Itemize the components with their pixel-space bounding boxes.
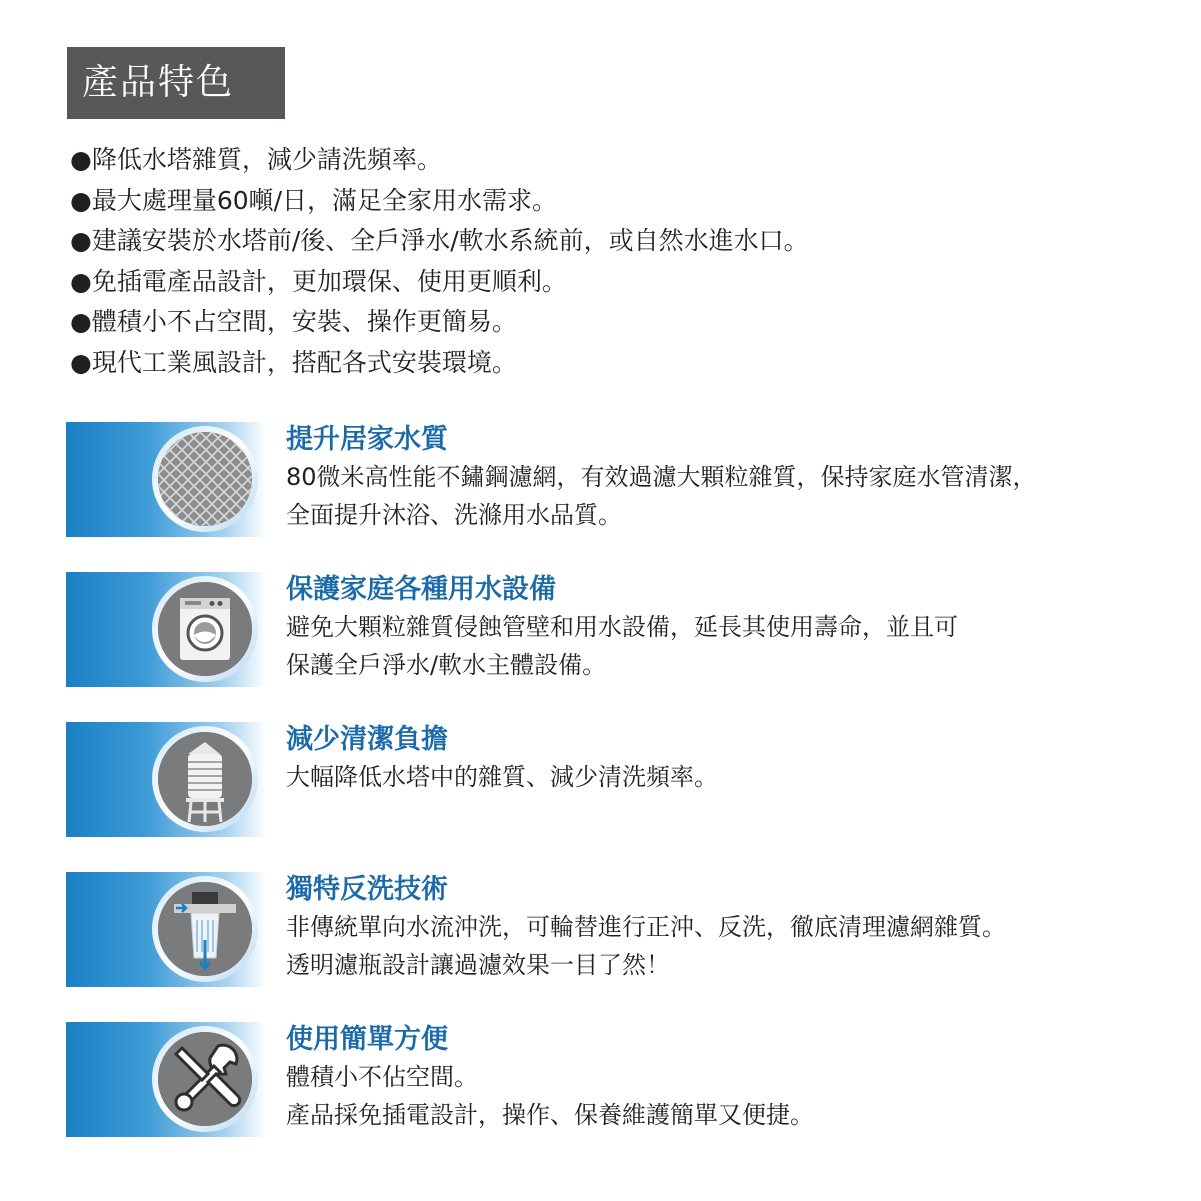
feature-desc-line: 透明濾瓶設計讓過濾效果一目了然！ [286, 951, 670, 979]
feature-protect-equipment [66, 572, 1186, 687]
feature-title: 使用簡單方便 [286, 1024, 448, 1055]
feature-desc-line: 非傳統單向水流沖洗，可輪替進行正沖、反洗，徹底清理濾網雜質。 [286, 913, 1006, 941]
feature-desc-line: 避免大顆粒雜質侵蝕管壁和用水設備，延長其使用壽命，並且可 [286, 613, 958, 641]
feature-title: 減少清潔負擔 [286, 724, 448, 755]
bullet-item: ●現代工業風設計，搭配各式安裝環境。 [70, 347, 517, 377]
bullet-item: ●免插電產品設計，更加環保、使用更順利。 [70, 266, 567, 296]
washing-machine-icon [158, 582, 252, 676]
filter-backwash-icon [158, 882, 252, 976]
bullet-item: ●降低水塔雜質，減少請洗頻率。 [70, 145, 442, 174]
water-tower-icon [158, 732, 252, 826]
feature-desc-line: 大幅降低水塔中的雜質、減少清洗頻率。 [286, 763, 718, 791]
bullet-item: ●建議安裝於水塔前/後、全戶淨水/軟水系統前，或自然水進水口。 [70, 226, 809, 255]
feature-desc-line: 產品採免插電設計，操作、保養維護簡單又便捷。 [286, 1101, 814, 1129]
tools-icon [158, 1032, 252, 1126]
feature-title: 提升居家水質 [286, 424, 448, 455]
feature-reduce-cleaning [66, 722, 1186, 837]
feature-desc-line: 全面提升沐浴、洗滌用水品質。 [286, 501, 622, 529]
feature-title: 保護家庭各種用水設備 [286, 574, 556, 605]
feature-bullet-list [70, 140, 809, 383]
bullet-item: ●體積小不占空間，安裝、操作更簡易。 [70, 307, 517, 336]
feature-desc-line: 80微米高性能不鏽鋼濾網，有效過濾大顆粒雜質，保持家庭水管清潔， [286, 463, 1037, 491]
bullet-item: ●最大處理量60噸/日，滿足全家用水需求。 [70, 185, 558, 215]
feature-water-quality [66, 422, 1186, 537]
feature-title: 獨特反洗技術 [286, 874, 448, 905]
section-title: 產品特色 [67, 47, 285, 119]
feature-desc-line: 保護全戶淨水/軟水主體設備。 [286, 651, 607, 679]
mesh-filter-icon [158, 432, 252, 526]
feature-desc-line: 體積小不佔空間。 [286, 1063, 478, 1091]
feature-backwash [66, 872, 1186, 987]
feature-easy-use [66, 1022, 1186, 1137]
